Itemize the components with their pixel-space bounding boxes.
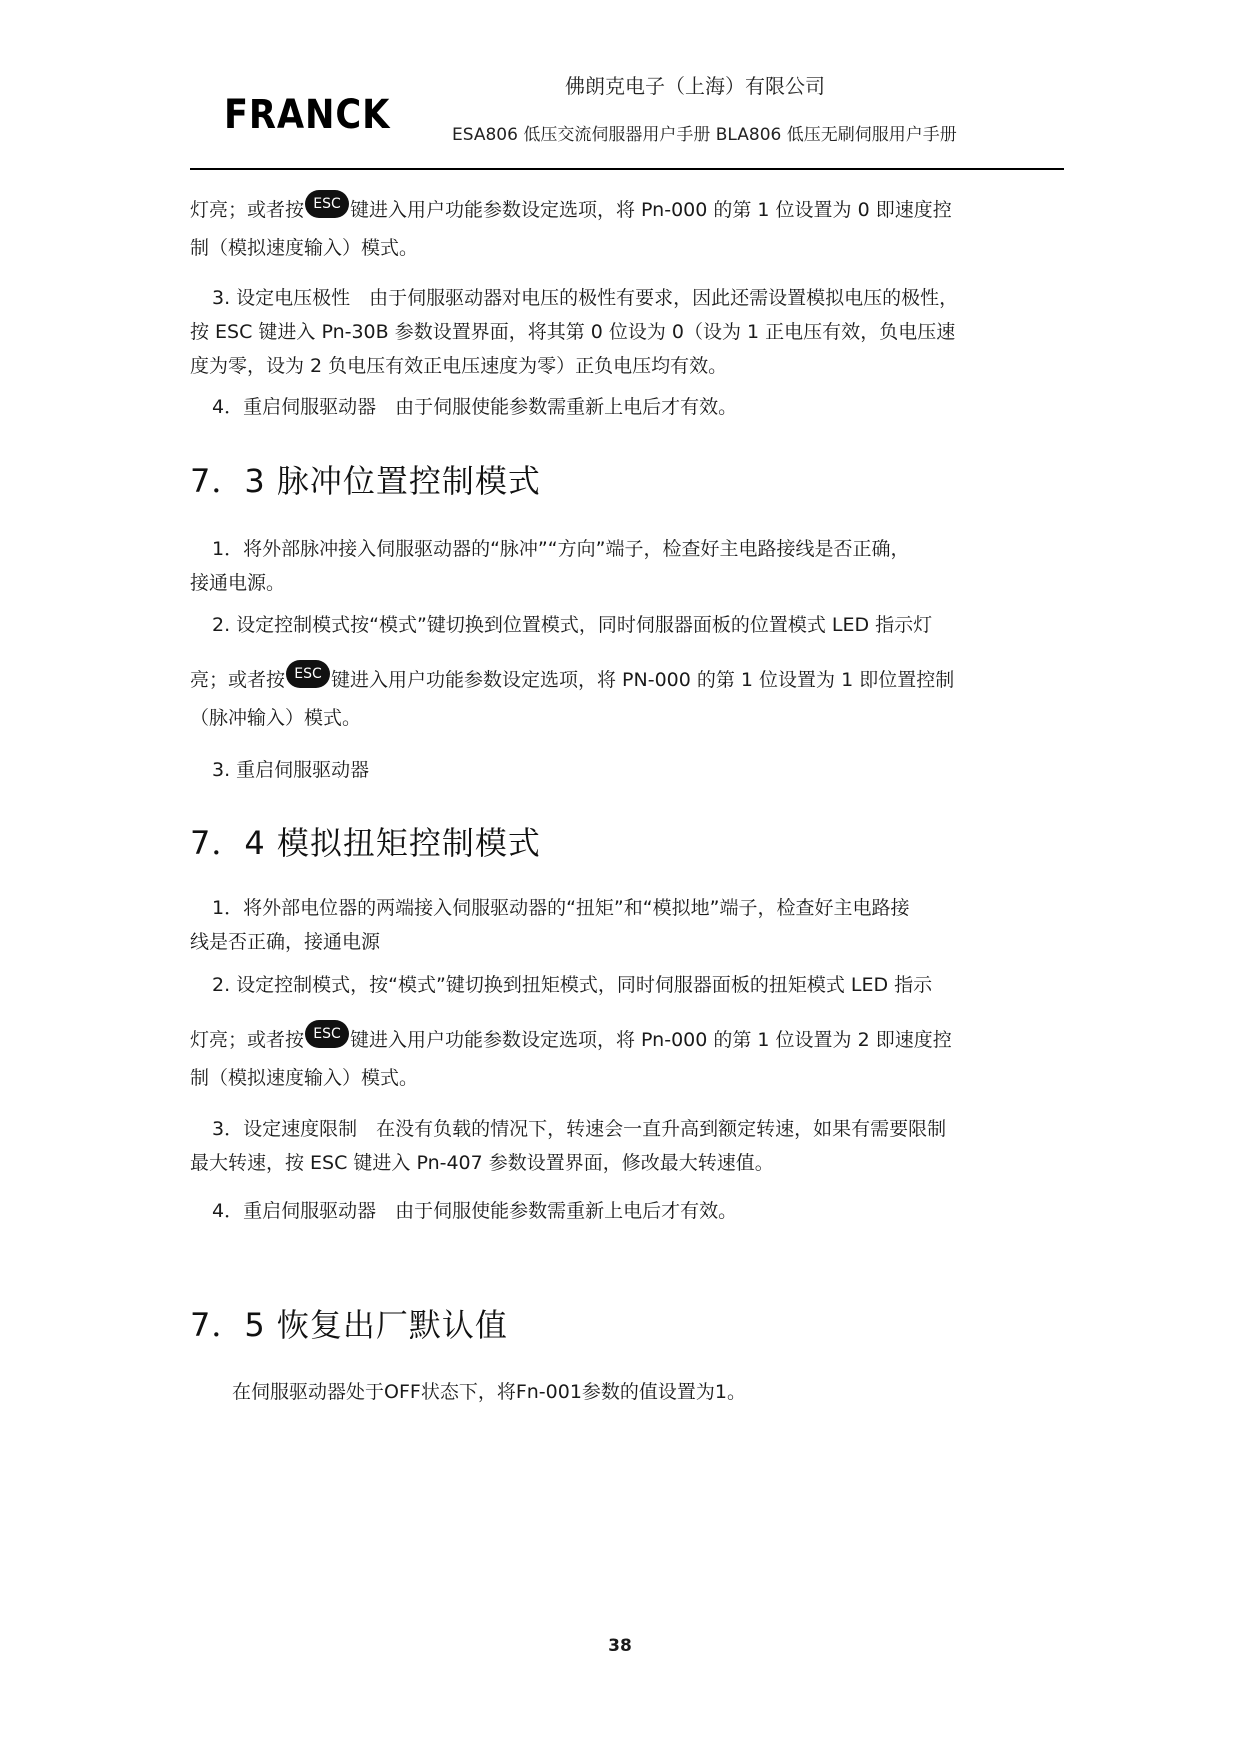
sec74-step3 — [190, 1112, 1060, 1180]
paragraph-line: 制（模拟速度输入）模式。 — [190, 237, 419, 259]
esc-key-icon: ESC — [286, 660, 330, 688]
paragraph-line: 线是否正确，接通电源 — [190, 931, 381, 953]
sec72-step4 — [190, 390, 1060, 424]
esc-key-icon: ESC — [305, 1020, 349, 1048]
sec72-step3 — [190, 281, 1060, 383]
paragraph-line: 最大转速，按 ESC 键进入 Pn-407 参数设置界面，修改最大转速值。 — [190, 1152, 774, 1174]
text-run: 灯亮；或者按 — [190, 199, 305, 221]
paragraph-line: 2. 设定控制模式，按“模式”键切换到扭矩模式，同时伺服器面板的扭矩模式 LED 指示 — [212, 974, 933, 996]
paragraph-line: 按 ESC 键进入 Pn-30B 参数设置界面，将其第 0 位设为 0（设为 1 正电压有效，负电压速 — [190, 321, 956, 343]
section-heading-7-3: 7．3 脉冲位置控制模式 — [190, 462, 541, 500]
text-run: 键进入用户功能参数设定选项，将 Pn-000 的第 1 位设置为 0 即速度控 — [350, 199, 952, 221]
text-run: 键进入用户功能参数设定选项，将 Pn-000 的第 1 位设置为 2 即速度控 — [350, 1029, 952, 1051]
paragraph-line: 3. 设定电压极性 由于伺服驱动器对电压的极性有要求，因此还需设置模拟电压的极性， — [212, 287, 959, 309]
manual-subtitle: ESA806 低压交流伺服器用户手册 BLA806 低压无刷伺服用户手册 — [452, 125, 957, 145]
paragraph-line — [190, 190, 1060, 227]
header-divider — [190, 168, 1064, 170]
sec73-step2 — [190, 608, 1060, 735]
paragraph-line — [190, 1020, 1060, 1057]
sec73-step3 — [190, 753, 1060, 787]
text-run: 亮；或者按 — [190, 669, 286, 691]
section-heading-7-4: 7．4 模拟扭矩控制模式 — [190, 824, 541, 862]
sec74-step2 — [190, 968, 1060, 1095]
brand-logo: FRANCK — [224, 92, 391, 138]
paragraph-line: 2. 设定控制模式按“模式”键切换到位置模式，同时伺服器面板的位置模式 LED 指示灯 — [212, 614, 933, 636]
paragraph-line: 制（模拟速度输入）模式。 — [190, 1067, 419, 1089]
paragraph-line: 1．将外部电位器的两端接入伺服驱动器的“扭矩”和“模拟地”端子，检查好主电路接 — [212, 897, 910, 919]
paragraph-line: 3. 重启伺服驱动器 — [212, 759, 370, 781]
paragraph-line: 接通电源。 — [190, 572, 286, 594]
sec74-step1 — [190, 891, 1060, 959]
paragraph-line: 度为零，设为 2 负电压有效正电压速度为零）正负电压均有效。 — [190, 355, 728, 377]
paragraph-line: （脉冲输入）模式。 — [190, 707, 362, 729]
page-number: 38 — [608, 1636, 632, 1656]
paragraph-line: 在伺服驱动器处于OFF状态下，将Fn-001参数的值设置为1。 — [232, 1381, 746, 1403]
section-heading-7-5: 7．5 恢复出厂默认值 — [190, 1306, 508, 1344]
paragraph-line: 4．重启伺服驱动器 由于伺服使能参数需重新上电后才有效。 — [212, 1200, 738, 1222]
sec75-body — [190, 1375, 1060, 1409]
paragraph-line — [190, 660, 1060, 697]
text-run: 键进入用户功能参数设定选项，将 PN-000 的第 1 位设置为 1 即位置控制 — [331, 669, 955, 691]
company-name: 佛朗克电子（上海）有限公司 — [565, 74, 825, 98]
sec74-step4 — [190, 1194, 1060, 1228]
esc-key-icon: ESC — [305, 190, 349, 218]
text-run: 灯亮；或者按 — [190, 1029, 305, 1051]
sec73-step1 — [190, 532, 1060, 600]
paragraph-line: 1．将外部脉冲接入伺服驱动器的“脉冲”“方向”端子，检查好主电路接线是否正确， — [212, 538, 910, 560]
sec72-step2-tail — [190, 190, 1060, 265]
paragraph-line: 3．设定速度限制 在没有负载的情况下，转速会一直升高到额定转速，如果有需要限制 — [212, 1118, 947, 1140]
paragraph-line: 4．重启伺服驱动器 由于伺服使能参数需重新上电后才有效。 — [212, 396, 738, 418]
